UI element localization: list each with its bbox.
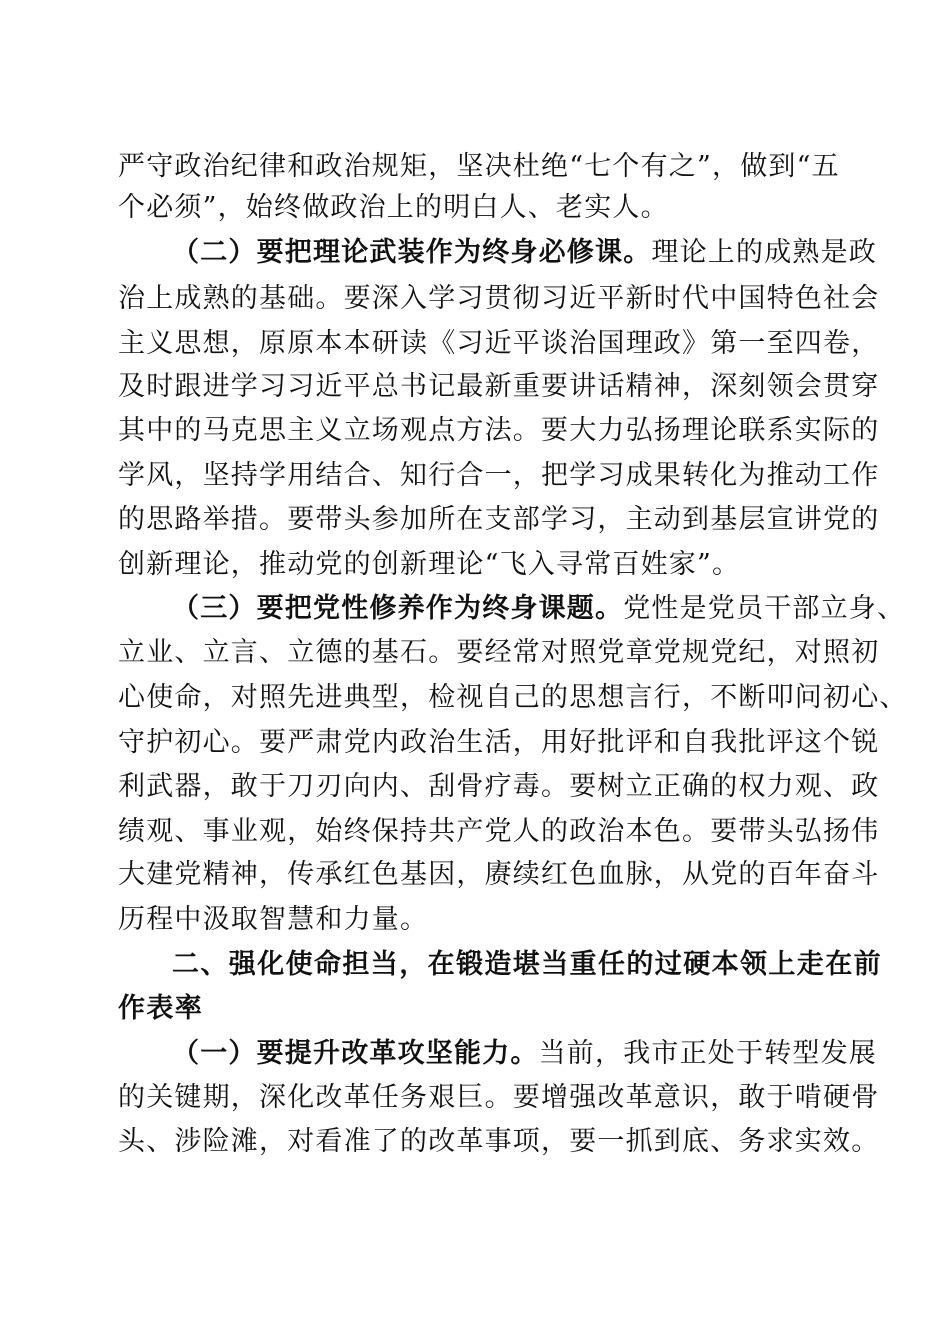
text-run: 利武器，敢于刀刃向内、刮骨疗毒。要树立正确的权力观、政 (118, 771, 880, 802)
subheading-line (172, 1036, 877, 1072)
text-run: 当前，我市正处于转型发展 (538, 1038, 878, 1069)
text-line (118, 458, 879, 494)
text-line (118, 502, 879, 538)
text-line (118, 725, 879, 761)
subheading-text: （三）要把党性修养作为终身课题。 (172, 593, 624, 624)
text-run: 创新理论，推动党的创新理论“飞入寻常百姓家”。 (118, 549, 741, 580)
text-line (118, 680, 908, 716)
text-line (118, 190, 669, 226)
text-run: 学风，坚持学用结合、知行合一，把学习成果转化为推动工作 (118, 460, 880, 491)
section-heading (172, 947, 882, 983)
text-line (118, 857, 879, 893)
text-line (118, 413, 879, 449)
text-line (118, 369, 879, 405)
text-run: 党性是党员干部立身、 (623, 593, 906, 624)
text-run: 头、涉险滩，对看准了的改革事项，要一抓到底、务求实效。 (118, 1126, 880, 1157)
subheading-text: （二）要把理论武装作为终身必修课。 (172, 237, 652, 268)
text-run: 主义思想，原原本本研读《习近平谈治国理政》第一至四卷， (118, 328, 880, 359)
text-run: 大建党精神，传承红色基因，赓续红色血脉，从党的百年奋斗 (118, 859, 880, 890)
section-heading-text: 作表率 (118, 993, 204, 1024)
text-run: 的关键期，深化改革任务艰巨。要增强改革意识，敢于啃硬骨 (118, 1082, 880, 1113)
text-line (118, 1124, 879, 1160)
text-run: 个必须”，始终做政治上的明白人、老实人。 (118, 192, 669, 223)
text-run: 心使命，对照先进典型，检视自己的思想言行，不断叩问初心、 (118, 682, 908, 713)
text-line (118, 149, 840, 185)
text-line (118, 769, 879, 805)
text-run: 及时跟进学习习近平总书记最新重要讲话精神，深刻领会贯穿 (118, 371, 880, 402)
text-run: 治上成熟的基础。要深入学习贯彻习近平新时代中国特色社会 (118, 283, 880, 314)
text-run: 理论上的成熟是政 (651, 237, 878, 268)
text-run: 其中的马克思主义立场观点方法。要大力弘扬理论联系实际的 (118, 415, 880, 446)
text-run: 绩观、事业观，始终保持共产党人的政治本色。要带头弘扬伟 (118, 816, 880, 847)
subheading-text: （一）要提升改革攻坚能力。 (172, 1038, 539, 1069)
subheading-line (172, 591, 905, 627)
text-line (118, 326, 879, 362)
text-run: 守护初心。要严肃党内政治生活，用好批评和自我批评这个锐 (118, 727, 880, 758)
text-run: 严守政治纪律和政治规矩，坚决杜绝“七个有之”，做到“五 (118, 151, 840, 182)
subheading-line (172, 235, 877, 271)
text-line (118, 635, 879, 671)
text-line (118, 547, 740, 583)
section-heading (118, 991, 203, 1027)
text-run: 的思路举措。要带头参加所在支部学习，主动到基层宣讲党的 (118, 504, 880, 535)
text-line (118, 814, 879, 850)
text-line (118, 902, 428, 938)
text-line (118, 1080, 879, 1116)
text-run: 历程中汲取智慧和力量。 (118, 904, 429, 935)
text-run: 立业、立言、立德的基石。要经常对照党章党规党纪，对照初 (118, 637, 880, 668)
section-heading-text: 二、强化使命担当，在锻造堪当重任的过硬本领上走在前 (172, 949, 882, 980)
text-line (118, 281, 879, 317)
